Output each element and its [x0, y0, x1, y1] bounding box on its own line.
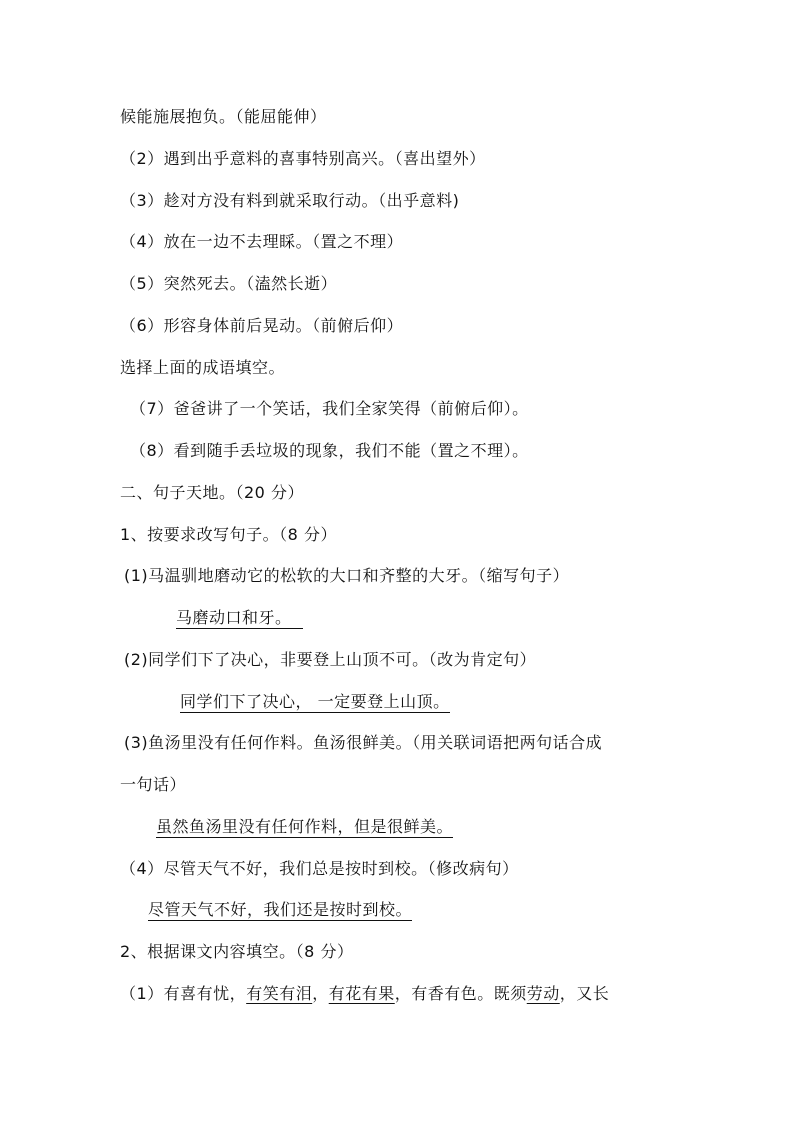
answer-text: 虽然鱼汤里没有任何作料，但是很鲜美。 [156, 817, 454, 836]
answer-text: 马磨动口和牙。 [176, 608, 292, 627]
answer-line [148, 899, 412, 921]
fill-blank-3: 劳动 [526, 984, 560, 1003]
text-line: （7）爸爸讲了一个笑话，我们全家笑得（前俯后仰）。 [130, 399, 529, 418]
fill-blank-line [120, 983, 609, 1005]
text-line: （3）趁对方没有料到就采取行动。（出乎意料) [120, 191, 460, 210]
question-line-cont: 一句话） [120, 775, 187, 794]
fill-suffix: ，又长 [559, 984, 610, 1003]
answer-line [156, 816, 453, 838]
fill-mid: ，有香有色。既须 [394, 984, 527, 1003]
fill-blank-2: 有花有果 [328, 984, 395, 1003]
answer-text: 同学们下了决心， 一定要登上山顶。 [180, 692, 450, 711]
question-line: (1)马温驯地磨动它的松软的大口和齐整的大牙。（缩写句子） [124, 566, 570, 585]
text-line: （6）形容身体前后晃动。（前俯后仰） [120, 316, 404, 335]
text-line: （2）遇到出乎意料的喜事特别高兴。（喜出望外） [120, 149, 486, 168]
answer-text: 尽管天气不好，我们还是按时到校。 [148, 900, 413, 919]
text-line: （5）突然死去。（溘然长逝） [120, 274, 338, 293]
answer-line [176, 607, 303, 629]
answer-line [180, 691, 450, 713]
subsection-heading: 1、按要求改写句子。（8 分） [120, 525, 337, 544]
text-line: 选择上面的成语填空。 [120, 358, 286, 377]
subsection-heading: 2、根据课文内容填空。（8 分） [120, 942, 354, 961]
section-heading: 二、句子天地。（20 分） [120, 483, 304, 502]
question-line: （4）尽管天气不好，我们总是按时到校。（修改病句） [120, 859, 519, 878]
text-line: 候能施展抱负。（能屈能伸） [120, 107, 327, 126]
fill-prefix: （1）有喜有忧， [120, 984, 247, 1003]
question-line: (2)同学们下了决心，非要登上山顶不可。（改为肯定句） [124, 650, 537, 669]
fill-sep: ， [312, 984, 329, 1003]
text-line: （8）看到随手丢垃圾的现象，我们不能（置之不理）。 [130, 441, 529, 460]
text-line: （4）放在一边不去理睬。（置之不理） [120, 232, 404, 251]
fill-blank-1: 有笑有泪 [246, 984, 313, 1003]
question-line: (3)鱼汤里没有任何作料。鱼汤很鲜美。（用关联词语把两句话合成 [124, 733, 603, 752]
